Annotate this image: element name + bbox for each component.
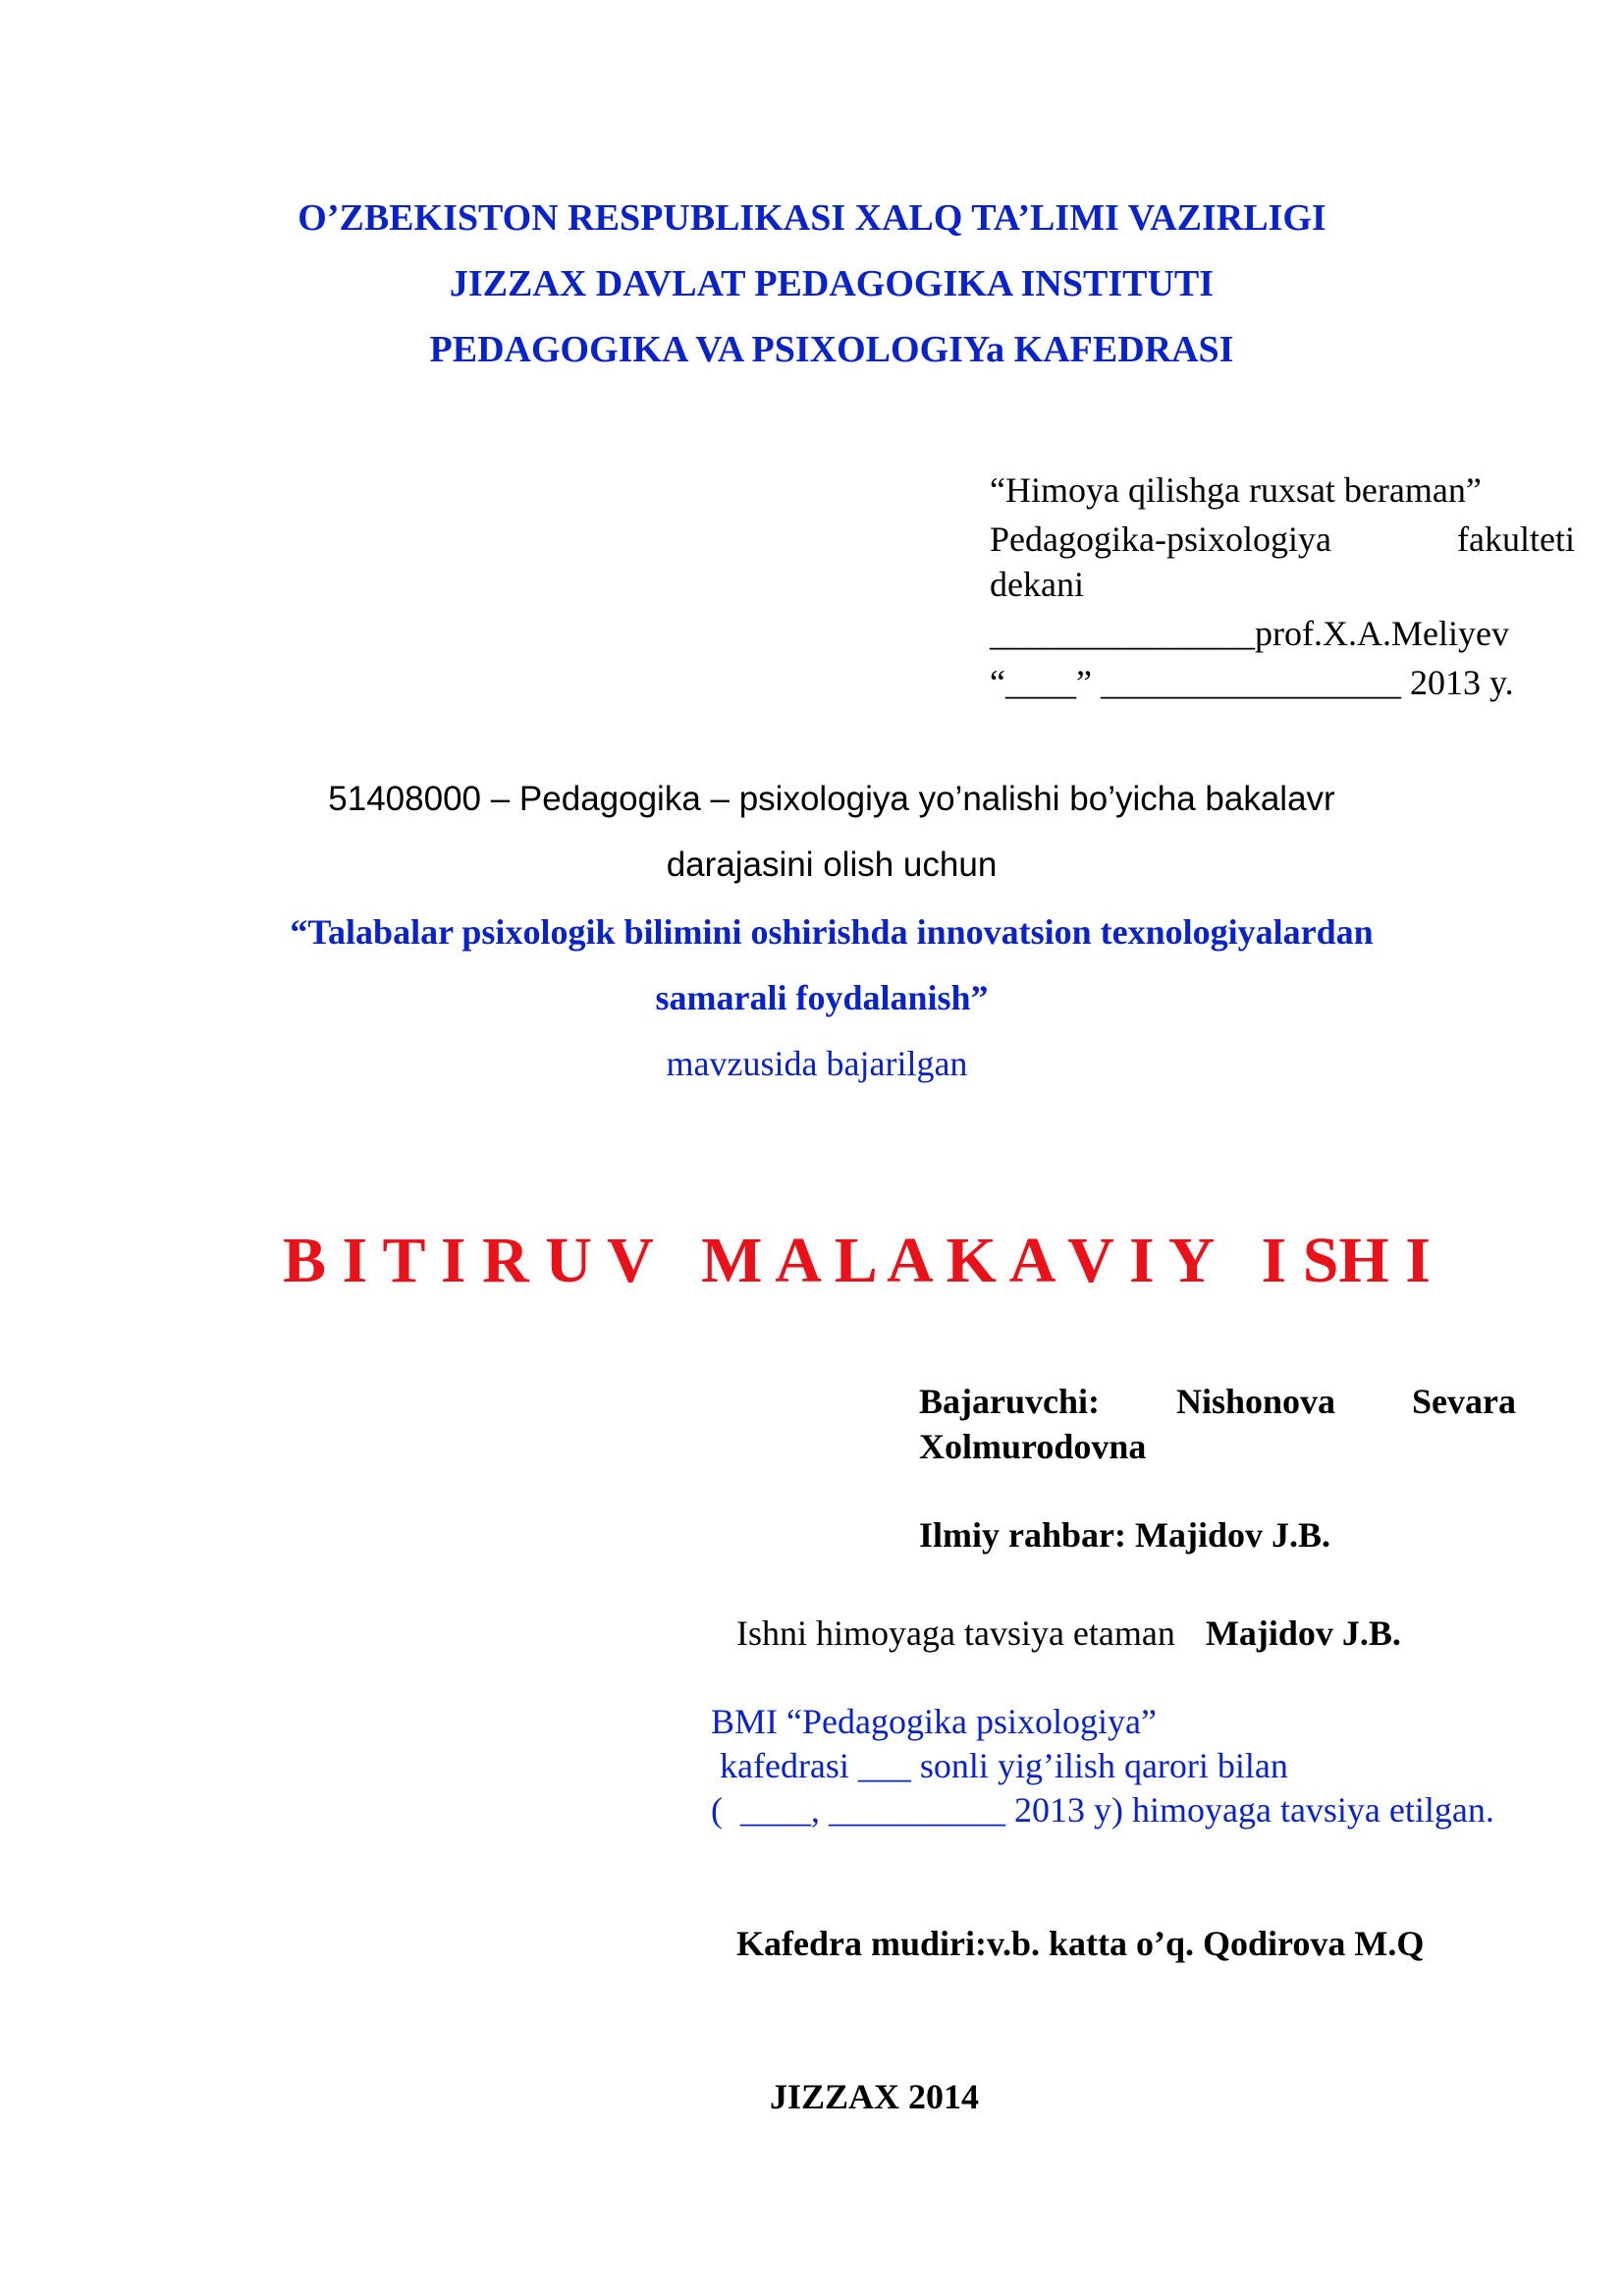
recommend-line <box>736 1613 1401 1654</box>
institute-title: JIZZAX DAVLAT PEDAGOGIKA INSTITUTI <box>449 263 1215 304</box>
decision-line2: kafedrasi ___ sonli yig’ilish qarori bilan <box>711 1746 1288 1785</box>
work-title: B I T I R U V M A L A K A V I Y I SH I <box>283 1225 1431 1296</box>
topic-line3: mavzusida bajarilgan <box>666 1044 968 1083</box>
decision-line1: BMI “Pedagogika psixologiya” <box>711 1702 1157 1741</box>
recommend-text: Ishni himoyaga tavsiya etaman <box>736 1613 1175 1653</box>
city-year-footer: JIZZAX 2014 <box>770 2077 980 2116</box>
topic-line1: “Talabalar psixologik bilimini oshirishda innovatsion texnologiyalardan <box>290 912 1374 952</box>
department-title: PEDAGOGIKA VA PSIXOLOGIYa KAFEDRASI <box>429 329 1234 370</box>
performer-line <box>919 1381 1516 1422</box>
approval-line3: dekani <box>990 565 1084 604</box>
performer-label: Bajaruvchi: <box>919 1382 1100 1421</box>
approval-line2-right: fakulteti <box>1457 519 1575 559</box>
approval-line2-left: Pedagogika-psixologiya <box>990 519 1331 559</box>
degree-line2: darajasini olish uchun <box>666 846 998 884</box>
supervisor-line: Ilmiy rahbar: Majidov J.B. <box>919 1515 1330 1555</box>
head-of-department: Kafedra mudiri:v.b. katta o’q. Qodirova M.Q <box>736 1924 1425 1963</box>
approval-line1: “Himoya qilishga ruxsat beraman” <box>990 470 1482 510</box>
ministry-title: O’ZBEKISTON RESPUBLIKASI XALQ TA’LIMI VAZIRLIGI <box>298 197 1326 239</box>
degree-line1: 51408000 – Pedagogika – psixologiya yo’nalishi bo’yicha bakalavr <box>328 780 1335 818</box>
approval-date-line: “____” _________________ 2013 y. <box>990 663 1514 702</box>
recommend-name: Majidov J.B. <box>1205 1613 1401 1653</box>
performer-name-cont: Xolmurodovna <box>919 1427 1147 1466</box>
performer-second: Sevara <box>1412 1382 1516 1421</box>
performer-first: Nishonova <box>1175 1382 1336 1421</box>
approval-line2 <box>990 519 1575 560</box>
decision-line3: ( ____, __________ 2013 y) himoyaga tavsiya etilgan. <box>711 1790 1494 1830</box>
approval-signature-line: _______________prof.X.A.Meliyev <box>990 614 1509 653</box>
topic-line2: samarali foydalanish” <box>655 978 989 1017</box>
